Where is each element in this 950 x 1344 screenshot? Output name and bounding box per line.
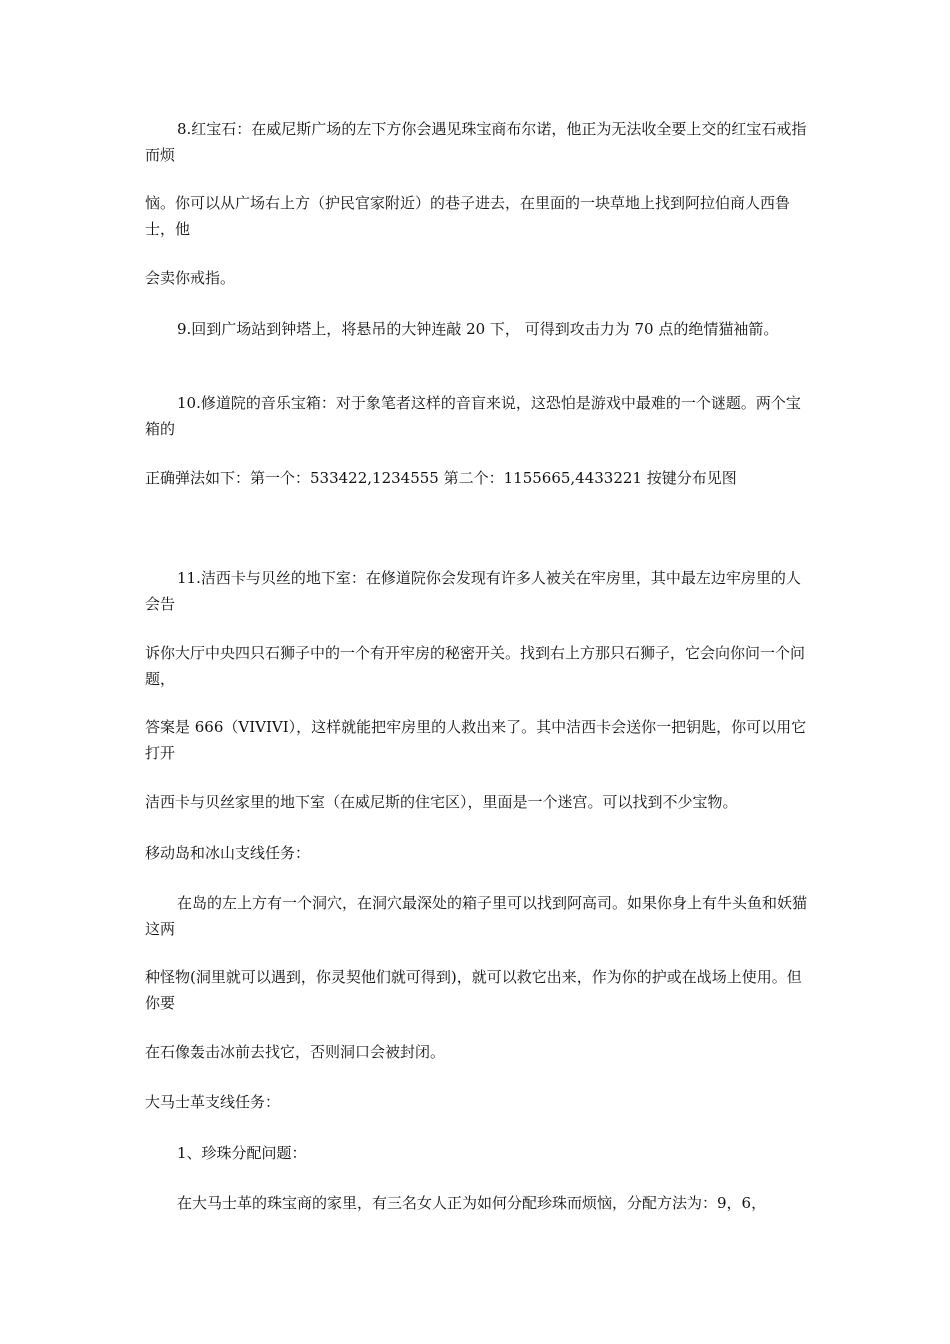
paragraph-basement: 11.洁西卡与贝丝的地下室：在修道院你会发现有许多人被关在牢房里，其中最左边牢房里的人会告 [145,569,801,613]
paragraph-music-chest-cont: 正确弹法如下：第一个：533422,1234555 第二个：1155665,4433221 按键分布见图 [145,469,737,487]
paragraph-cave-cont: 种怪物(洞里就可以遇到，你灵契他们就可得到)，就可以救它出来，作为你的护或在战场上使用。但你要 [145,968,802,1012]
paragraph-music-chest: 10.修道院的音乐宝箱：对于象笔者这样的音盲来说，这恐怕是游戏中最难的一个谜题。两个宝箱的 [145,394,801,438]
paragraph-basement-cont-2: 答案是 666（VIVIVI），这样就能把牢房里的人救出来了。其中洁西卡会送你一把钥匙，你可以用它打开 [145,718,807,762]
paragraph-bell-tower: 9.回到广场站到钟塔上，将悬吊的大钟连敲 20 下， 可得到攻击力为 70 点的绝情猫袖箭。 [177,320,779,338]
paragraph-ruby-end: 会卖你戒指。 [145,269,236,287]
paragraph-ruby: 8.红宝石：在威尼斯广场的左下方你会遇见珠宝商布尔诺，他正为无法收全要上交的红宝石戒指而烦 [145,120,807,164]
section-heading-moving-island: 移动岛和冰山支线任务： [145,844,311,862]
paragraph-basement-cont-1: 诉你大厅中央四只石狮子中的一个有开牢房的秘密开关。找到右上方那只石狮子，它会向你问一个问题， [145,644,806,688]
paragraph-ruby-cont: 恼。你可以从广场右上方（护民官家附近）的巷子进去，在里面的一块草地上找到阿拉伯商人西鲁士，他 [145,194,791,238]
paragraph-pearl: 在大马士革的珠宝商的家里，有三名女人正为如何分配珍珠而烦恼，分配方法为：9，6， [177,1194,767,1212]
paragraph-cave-end: 在石像轰击冰前去找它，否则洞口会被封闭。 [145,1043,446,1061]
paragraph-pearl-heading: 1、珍珠分配问题： [177,1144,307,1162]
paragraph-cave: 在岛的左上方有一个洞穴，在洞穴最深处的箱子里可以找到阿高司。如果你身上有牛头鱼和妖猫这两 [145,894,808,938]
paragraph-basement-cont-3: 洁西卡与贝丝家里的地下室（在威尼斯的住宅区），里面是一个迷宫。可以找到不少宝物。 [145,793,738,811]
section-heading-damascus: 大马士革支线任务： [145,1093,281,1111]
